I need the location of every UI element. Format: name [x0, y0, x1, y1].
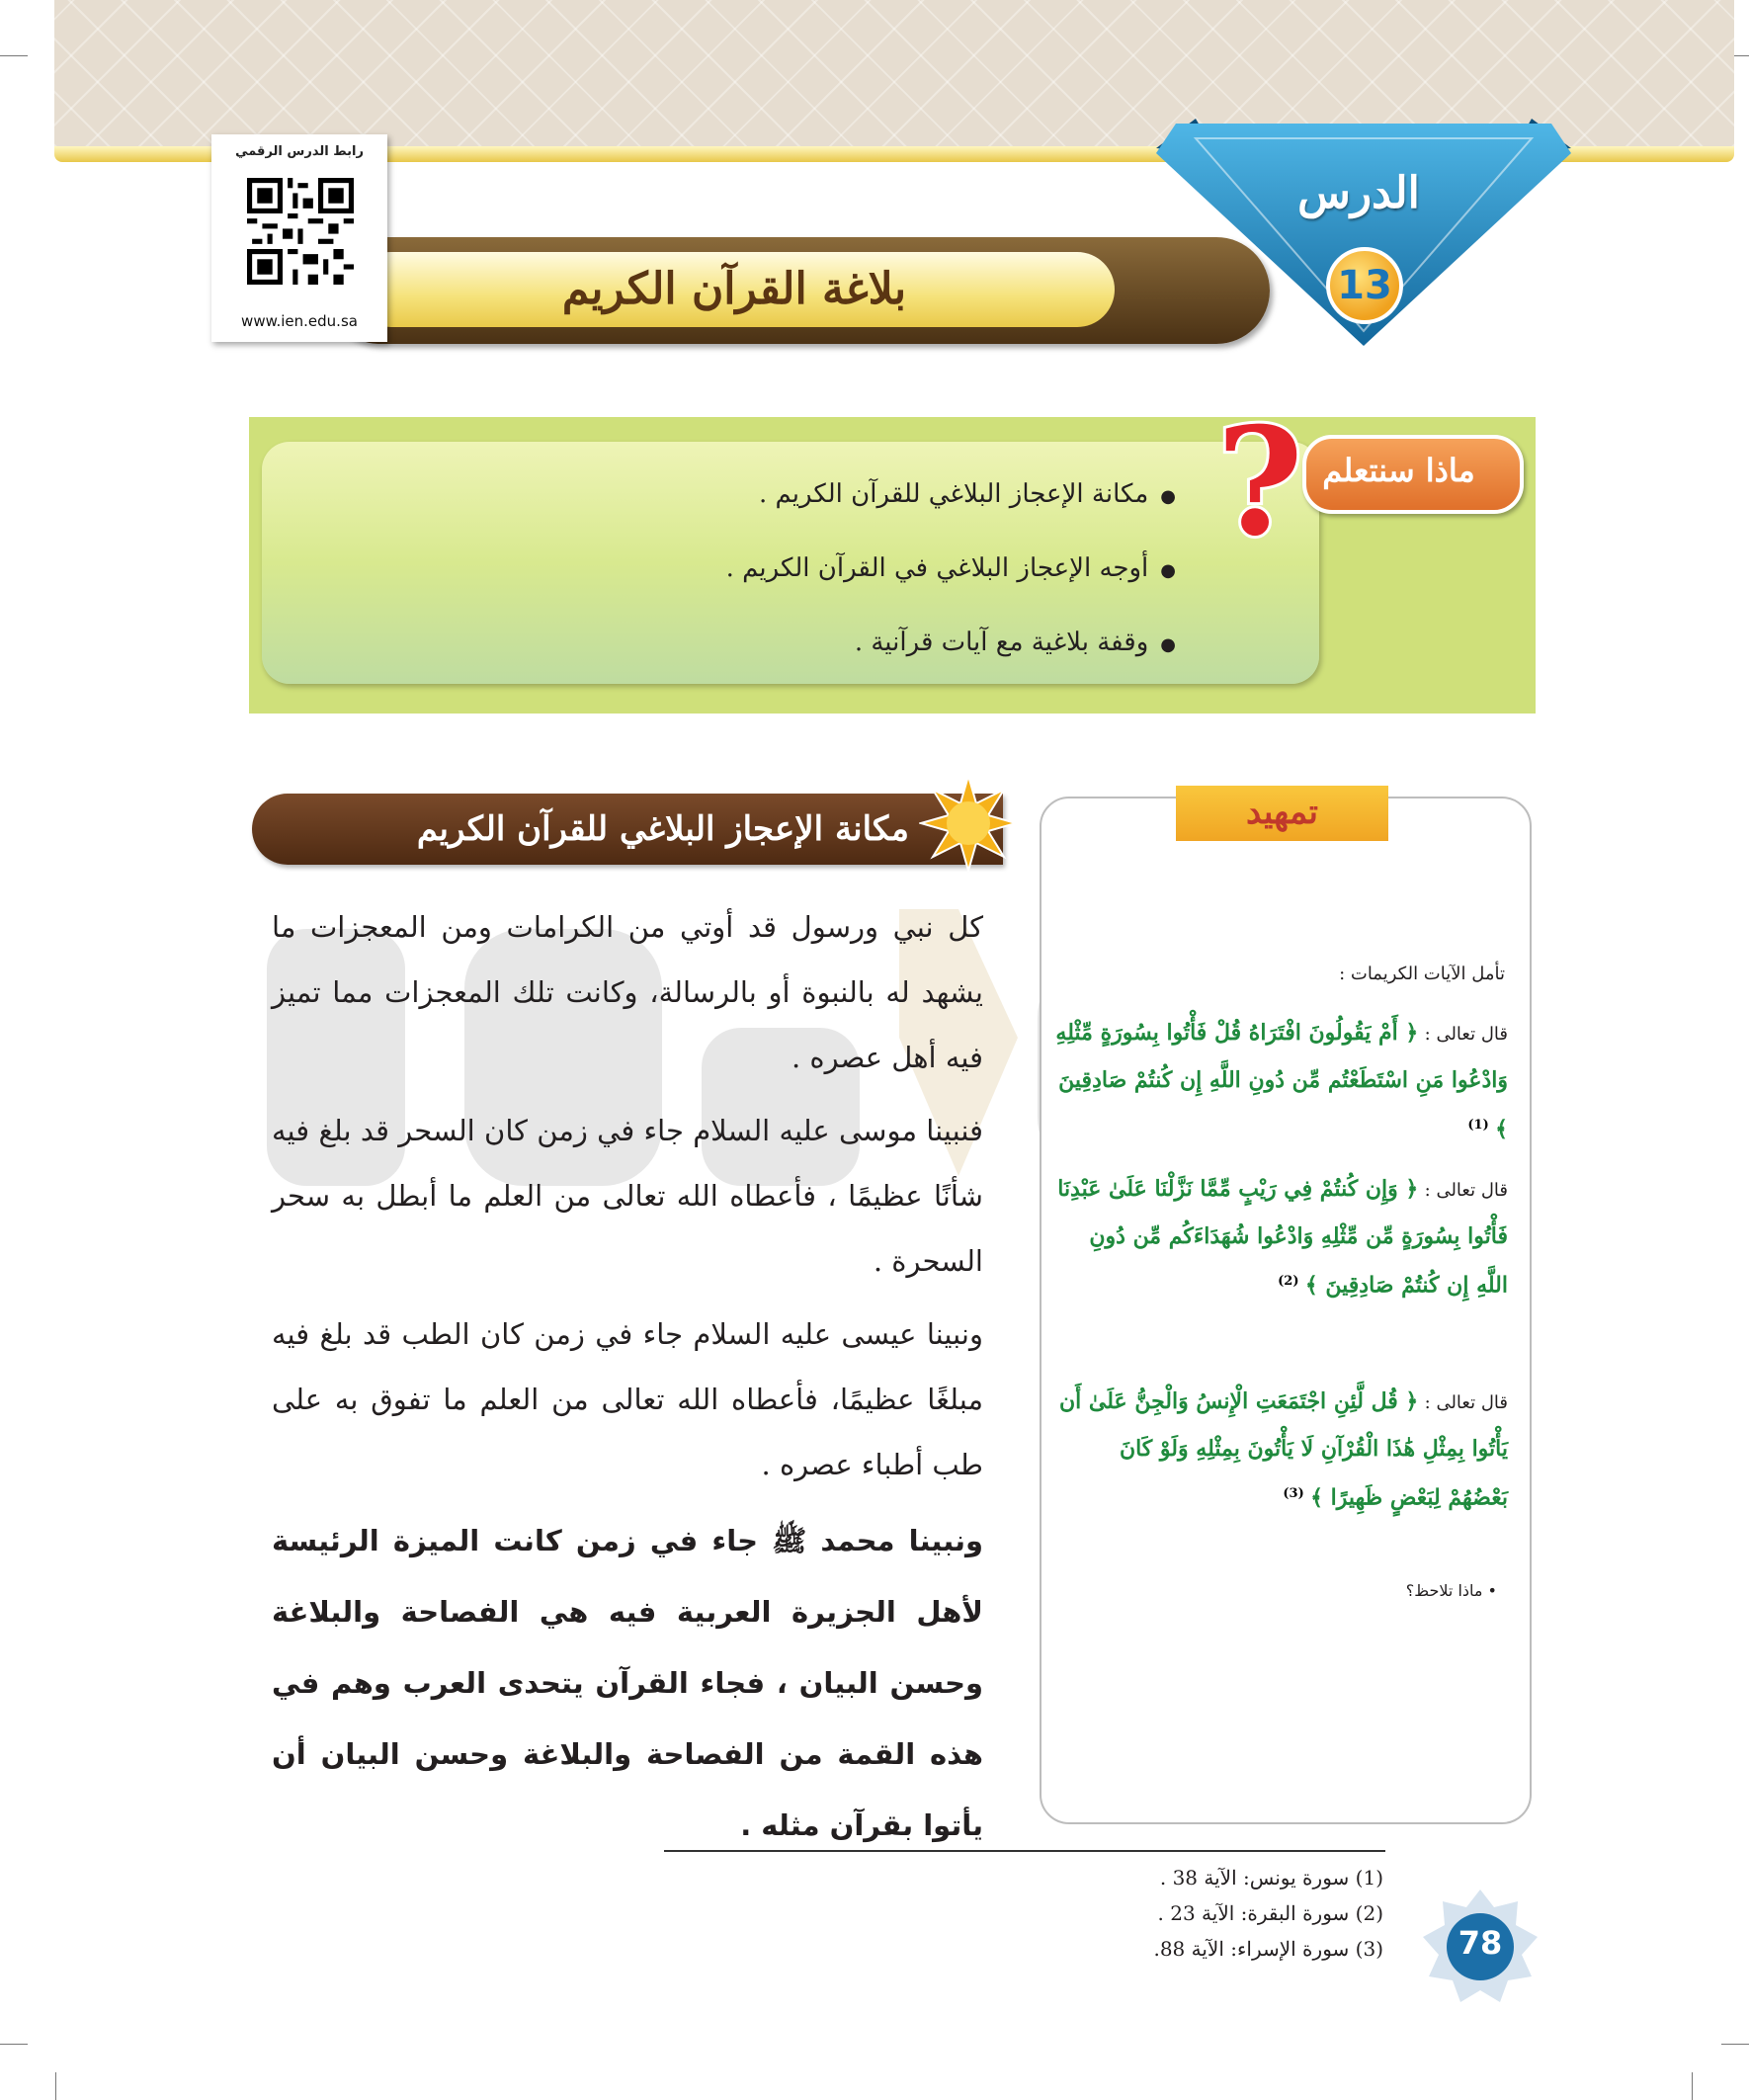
body-paragraph: كل نبي ورسول قد أوتي من الكرامات ومن المعجزات ما يشهد له بالنبوة أو بالرسالة، وكانت تلك المعجزات مما تميز فيه أهل عصره . [272, 910, 983, 1074]
intro-question: • ماذا تلاحظ؟ [1405, 1581, 1497, 1600]
section-body [272, 894, 983, 1869]
body-paragraph: ونبينا عيسى عليه السلام جاء في زمن كان الطب قد بلغ فيه مبلغًا عظيمًا، فأعطاه الله تعالى من العلم ما تفوق به على طب أطباء عصره . [272, 1317, 983, 1481]
crop-mark [0, 55, 28, 56]
lesson-number-badge: 13 [1326, 247, 1403, 324]
objectives-label: ماذا سنتعلم [1322, 452, 1475, 489]
body-paragraph-bold: ونبينا محمد ﷺ جاء في زمن كانت الميزة الرئيسة لأهل الجزيرة العربية فيه هي الفصاحة والبلاغة وحسن البيان ، فجاء القرآن يتحدى العرب وهم في هذه القمة من الفصاحة والبلاغة وحسن البيان أن يأتوا بقرآن مثله . [272, 1524, 983, 1842]
verse-block [1055, 1166, 1508, 1308]
crop-mark [0, 2044, 28, 2045]
starburst-icon [919, 774, 1018, 873]
qr-card[interactable] [211, 134, 387, 342]
footnote: (1) سورة يونس: الآية 38 . [1159, 1866, 1383, 1890]
lesson-title: بلاغة القرآن الكريم [561, 264, 907, 314]
crop-mark [55, 2072, 56, 2100]
body-paragraph: فنبينا موسى عليه السلام جاء في زمن كان السحر قد بلغ فيه شأنًا عظيمًا ، فأعطاه الله تعالى من العلم ما أبطل به سحر السحرة . [272, 1114, 983, 1278]
objective-item: ● أوجه الإعجاز البلاغي في القرآن الكريم . [296, 539, 1176, 613]
footnote: (2) سورة البقرة: الآية 23 . [1157, 1901, 1383, 1925]
verse-block [1055, 1379, 1508, 1521]
page-number: 78 [1458, 1924, 1503, 1962]
verse-intro: قال تعالى : [1424, 1024, 1508, 1045]
objective-item: ● مكانة الإعجاز البلاغي للقرآن الكريم . [296, 464, 1176, 539]
footnotes [988, 1860, 1383, 1967]
verse-block [1055, 1010, 1508, 1152]
footnote-ref: (3) [1283, 1486, 1304, 1501]
crop-mark [1692, 2072, 1693, 2100]
objective-item: ● وقفة بلاغية مع آيات قرآنية . [296, 613, 1176, 687]
footnote-ref: (2) [1278, 1274, 1299, 1289]
crop-mark [1721, 2044, 1749, 2045]
intro-tag: تمهيد [1176, 786, 1388, 841]
question-mark-icon [1201, 415, 1319, 573]
intro-box [1040, 797, 1532, 1824]
footnote: (3) سورة الإسراء: الآية 88. [1153, 1937, 1383, 1961]
footnote-ref: (1) [1467, 1118, 1489, 1133]
section-title: مكانة الإعجاز البلاغي للقرآن الكريم [416, 809, 909, 849]
intro-prompt: تأمل الآيات الكريمات : [1339, 964, 1505, 984]
verse-text: ﴿ أَمْ يَقُولُونَ افْتَرَاهُ قُلْ فَأْتُوا بِسُورَةٍ مِّثْلِهِ وَادْعُوا مَنِ اسْتَطَعْتُم مِّن دُونِ اللَّهِ إِن كُنتُمْ صَادِقِينَ ﴾ [1055, 1020, 1508, 1142]
verse-intro: قال تعالى : [1424, 1392, 1508, 1413]
footnote-divider [664, 1850, 1385, 1852]
qr-label: رابط الدرس الرقمي [235, 144, 364, 159]
svg-text:?: ? [1216, 415, 1303, 569]
objectives-list [296, 464, 1176, 687]
verse-text: ﴿ قُل لَّئِنِ اجْتَمَعَتِ الْإِنسُ وَالْجِنُّ عَلَىٰ أَن يَأْتُوا بِمِثْلِ هَٰذَا الْقُرْآنِ لَا يَأْتُونَ بِمِثْلِهِ وَلَوْ كَانَ بَعْضُهُمْ لِبَعْضٍ ظَهِيرًا ﴾ [1059, 1388, 1508, 1511]
lesson-label: الدرس [1297, 168, 1420, 218]
verse-intro: قال تعالى : [1424, 1180, 1508, 1201]
qr-code-icon[interactable] [247, 178, 354, 285]
verse-text: ﴿ وَإِن كُنتُمْ فِي رَيْبٍ مِّمَّا نَزَّلْنَا عَلَىٰ عَبْدِنَا فَأْتُوا بِسُورَةٍ مِّن مِّثْلِهِ وَادْعُوا شُهَدَاءَكُم مِّن دُونِ اللَّهِ إِن كُنتُمْ صَادِقِينَ ﴾ [1057, 1176, 1508, 1299]
qr-url-link[interactable]: www.ien.edu.sa [241, 312, 358, 330]
